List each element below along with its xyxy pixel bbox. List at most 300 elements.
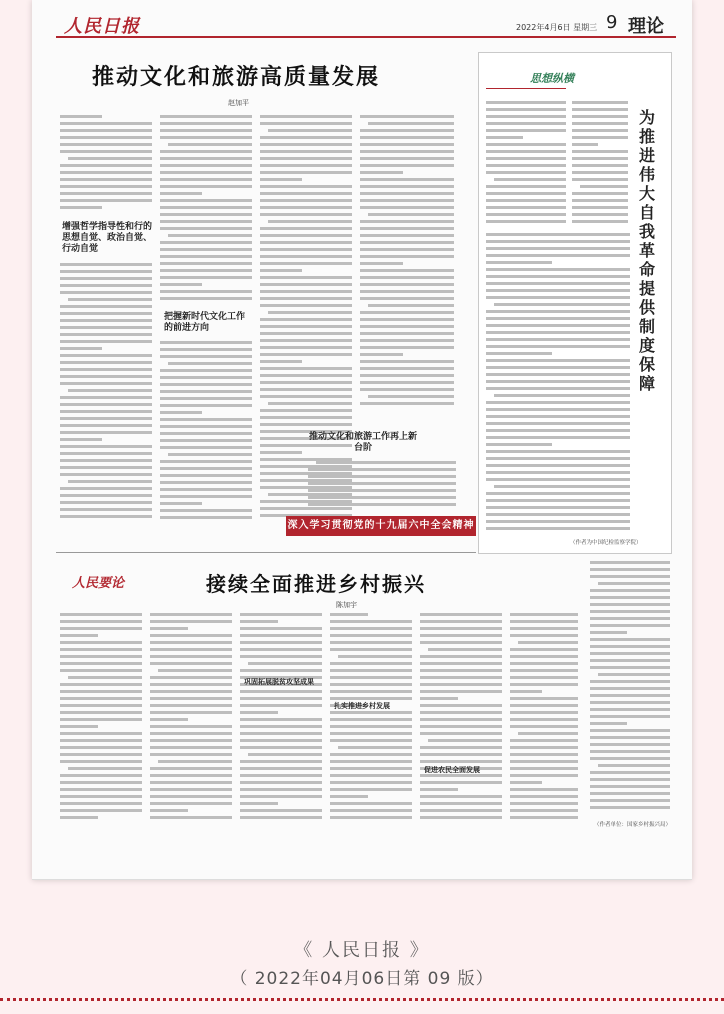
text-line (590, 686, 672, 693)
text-line (160, 121, 254, 128)
text-line (486, 470, 632, 477)
text-line (60, 346, 154, 353)
text-line (486, 163, 568, 170)
text-line (240, 773, 324, 780)
text-line (240, 794, 324, 801)
text-line (240, 780, 324, 787)
text-line (260, 275, 354, 282)
text-line (486, 400, 632, 407)
text-line (572, 114, 630, 121)
text-line (486, 114, 568, 121)
text-line (510, 689, 580, 696)
text-line (160, 240, 254, 247)
text-line (572, 219, 630, 226)
text-line (60, 640, 144, 647)
text-line (60, 121, 154, 128)
text-line (160, 296, 254, 303)
text-line (60, 191, 154, 198)
text-line (330, 682, 414, 689)
text-line (60, 269, 154, 276)
text-line (486, 477, 632, 484)
text-line (160, 170, 254, 177)
text-line (60, 156, 154, 163)
text-line (160, 156, 254, 163)
text-line (240, 640, 324, 647)
text-line (486, 274, 632, 281)
text-line (360, 114, 456, 121)
text-line (486, 198, 568, 205)
text-line (330, 619, 414, 626)
article1-byline: 赵加平 (228, 99, 249, 107)
text-line (150, 794, 234, 801)
text-line (360, 247, 456, 254)
text-line (486, 191, 568, 198)
text-line (486, 107, 568, 114)
text-line (60, 142, 154, 149)
text-line (260, 268, 354, 275)
text-line (260, 331, 354, 338)
text-line (330, 773, 414, 780)
text-line (486, 344, 632, 351)
text-line (60, 507, 154, 514)
text-line (330, 675, 414, 682)
text-line (510, 654, 580, 661)
text-line (360, 359, 456, 366)
text-line (60, 675, 144, 682)
article2-source: （作者单位：国家乡村振兴局） (594, 822, 672, 828)
text-line (150, 675, 234, 682)
text-line (60, 409, 154, 416)
text-line (360, 366, 456, 373)
text-line (60, 444, 154, 451)
text-line (420, 640, 504, 647)
text-line (510, 612, 580, 619)
text-line (240, 808, 324, 815)
text-line (60, 703, 144, 710)
text-line (240, 689, 324, 696)
text-line (240, 766, 324, 773)
text-line (160, 501, 254, 508)
masthead-date: 2022年4月6日 星期三 (516, 23, 598, 32)
article2-col5-text (420, 612, 504, 828)
text-line (240, 759, 324, 766)
text-line (60, 661, 144, 668)
text-line (572, 212, 630, 219)
text-line (486, 491, 632, 498)
text-line (60, 794, 144, 801)
text-line (510, 626, 580, 633)
text-line (260, 303, 354, 310)
text-line (486, 128, 568, 135)
text-line (360, 212, 456, 219)
text-line (510, 731, 580, 738)
text-line (486, 100, 568, 107)
text-line (486, 281, 632, 288)
text-line (160, 459, 254, 466)
text-line (260, 324, 354, 331)
text-line (150, 647, 234, 654)
text-line (590, 728, 672, 735)
text-line (240, 633, 324, 640)
text-line (360, 387, 456, 394)
text-line (260, 142, 354, 149)
text-line (60, 689, 144, 696)
text-line (240, 661, 324, 668)
text-line (260, 394, 354, 401)
text-line (486, 456, 632, 463)
text-line (486, 498, 632, 505)
column-text-top (572, 100, 630, 226)
text-line (60, 808, 144, 815)
text-line (590, 567, 672, 574)
text-line (260, 121, 354, 128)
text-line (572, 121, 630, 128)
text-line (60, 745, 144, 752)
text-line (150, 766, 234, 773)
text-line (510, 724, 580, 731)
page-number: 9 (606, 12, 618, 33)
text-line (590, 784, 672, 791)
text-line (160, 340, 254, 347)
text-line (510, 647, 580, 654)
text-line (590, 560, 672, 567)
column-source: （作者为中国纪检监察学院） (570, 540, 642, 546)
text-line (510, 808, 580, 815)
text-line (60, 388, 154, 395)
text-line (240, 619, 324, 626)
text-line (590, 581, 672, 588)
text-line (572, 191, 630, 198)
text-line (60, 430, 154, 437)
text-line (240, 717, 324, 724)
text-line (260, 317, 354, 324)
text-line (330, 654, 414, 661)
text-line (308, 495, 458, 502)
footer-publication: 《 人民日报 》 (294, 940, 430, 961)
text-line (260, 338, 354, 345)
text-line (60, 311, 154, 318)
text-line (486, 365, 632, 372)
text-line (260, 226, 354, 233)
text-line (160, 191, 254, 198)
article1-col1-text (60, 114, 154, 214)
text-line (486, 142, 568, 149)
text-line (60, 766, 144, 773)
text-line (360, 149, 456, 156)
text-line (590, 644, 672, 651)
text-line (510, 668, 580, 675)
text-line (510, 682, 580, 689)
text-line (160, 247, 254, 254)
text-line (590, 693, 672, 700)
text-line (260, 310, 354, 317)
text-line (360, 240, 456, 247)
text-line (60, 360, 154, 367)
article2-byline: 陈加宇 (336, 601, 357, 609)
text-line (360, 198, 456, 205)
text-line (510, 661, 580, 668)
text-line (486, 288, 632, 295)
text-line (160, 205, 254, 212)
text-line (60, 290, 154, 297)
text-line (60, 416, 154, 423)
text-line (360, 184, 456, 191)
article2-title: 接续全面推进乡村振兴 (206, 572, 426, 596)
text-line (240, 787, 324, 794)
text-line (160, 417, 254, 424)
text-line (330, 689, 414, 696)
text-line (486, 372, 632, 379)
text-line (590, 791, 672, 798)
text-line (60, 184, 154, 191)
text-line (486, 421, 632, 428)
text-line (510, 619, 580, 626)
text-line (572, 205, 630, 212)
text-line (360, 310, 456, 317)
text-line (360, 338, 456, 345)
text-line (330, 738, 414, 745)
text-line (60, 170, 154, 177)
text-line (150, 640, 234, 647)
text-line (60, 500, 154, 507)
text-line (590, 609, 672, 616)
article2-col4-text (330, 612, 414, 828)
text-line (360, 135, 456, 142)
text-line (420, 815, 504, 822)
text-line (486, 512, 632, 519)
text-line (150, 780, 234, 787)
text-line (60, 332, 154, 339)
text-line (590, 714, 672, 721)
text-line (510, 815, 580, 822)
text-line (160, 261, 254, 268)
text-line (60, 486, 154, 493)
text-line (590, 735, 672, 742)
text-line (330, 780, 414, 787)
text-line (150, 752, 234, 759)
article1-col1-text-b (60, 262, 154, 522)
text-line (60, 402, 154, 409)
text-line (60, 682, 144, 689)
text-line (60, 710, 144, 717)
text-line (260, 296, 354, 303)
article2-subhead-3: 促进农民全面发展 (424, 765, 480, 774)
text-line (486, 442, 632, 449)
text-line (160, 163, 254, 170)
text-line (150, 724, 234, 731)
text-line (486, 337, 632, 344)
text-line (60, 773, 144, 780)
text-line (420, 717, 504, 724)
text-line (150, 703, 234, 710)
text-line (330, 801, 414, 808)
text-line (330, 752, 414, 759)
text-line (160, 424, 254, 431)
masthead-logo: 人民日报 (64, 16, 140, 37)
text-line (260, 408, 354, 415)
text-line (360, 352, 456, 359)
text-line (360, 303, 456, 310)
text-line (260, 177, 354, 184)
text-line (160, 480, 254, 487)
article1-banner: 深入学习贯彻党的十九届六中全会精神 (286, 516, 476, 536)
footer-edition: （ 2022年04月06日第 09 版） (230, 969, 494, 989)
text-line (330, 808, 414, 815)
text-line (260, 282, 354, 289)
text-line (60, 318, 154, 325)
text-line (486, 239, 632, 246)
text-line (590, 756, 672, 763)
text-line (486, 330, 632, 337)
text-line (160, 361, 254, 368)
text-line (486, 121, 568, 128)
text-line (160, 268, 254, 275)
text-line (510, 703, 580, 710)
text-line (486, 219, 568, 226)
text-line (510, 675, 580, 682)
text-line (360, 128, 456, 135)
text-line (240, 612, 324, 619)
text-line (486, 351, 632, 358)
text-line (330, 766, 414, 773)
text-line (360, 191, 456, 198)
text-line (60, 177, 154, 184)
text-line (360, 373, 456, 380)
text-line (60, 198, 154, 205)
text-line (60, 381, 154, 388)
text-line (160, 184, 254, 191)
text-line (590, 798, 672, 805)
text-line (60, 612, 144, 619)
text-line (60, 451, 154, 458)
text-line (260, 219, 354, 226)
text-line (590, 672, 672, 679)
text-line (160, 494, 254, 501)
text-line (486, 428, 632, 435)
text-line (60, 465, 154, 472)
text-line (330, 745, 414, 752)
text-line (260, 205, 354, 212)
text-line (510, 633, 580, 640)
text-line (330, 724, 414, 731)
text-line (330, 759, 414, 766)
text-line (486, 484, 632, 491)
column-tag: 思想纵横 (530, 72, 574, 85)
article2-col1-text (60, 612, 144, 828)
text-line (486, 212, 568, 219)
text-line (486, 156, 568, 163)
text-line (60, 801, 144, 808)
text-line (420, 738, 504, 745)
text-line (160, 487, 254, 494)
text-line (590, 805, 672, 812)
text-line (60, 514, 154, 521)
text-line (590, 749, 672, 756)
text-line (360, 233, 456, 240)
article1-col2-text (160, 114, 254, 304)
text-line (160, 282, 254, 289)
text-line (60, 780, 144, 787)
text-line (160, 142, 254, 149)
text-line (510, 759, 580, 766)
text-line (486, 386, 632, 393)
text-line (330, 647, 414, 654)
text-line (510, 710, 580, 717)
text-line (160, 382, 254, 389)
text-line (150, 815, 234, 822)
text-line (590, 602, 672, 609)
text-line (572, 184, 630, 191)
text-line (420, 633, 504, 640)
text-line (60, 479, 154, 486)
text-line (486, 232, 632, 239)
text-line (160, 114, 254, 121)
text-line (420, 668, 504, 675)
text-line (486, 295, 632, 302)
text-line (330, 787, 414, 794)
text-line (590, 665, 672, 672)
text-line (60, 654, 144, 661)
article2-col3-text (240, 612, 324, 828)
text-line (160, 403, 254, 410)
text-line (150, 801, 234, 808)
text-line (420, 801, 504, 808)
text-line (60, 738, 144, 745)
text-line (360, 261, 456, 268)
text-line (260, 233, 354, 240)
text-line (486, 205, 568, 212)
text-line (486, 393, 632, 400)
text-line (420, 647, 504, 654)
column-text-body (486, 232, 632, 536)
text-line (260, 128, 354, 135)
text-line (60, 163, 154, 170)
text-line (60, 149, 154, 156)
text-line (360, 268, 456, 275)
text-line (486, 519, 632, 526)
text-line (60, 423, 154, 430)
text-line (60, 325, 154, 332)
text-line (160, 389, 254, 396)
article1-col4-text (360, 114, 456, 414)
text-line (420, 780, 504, 787)
text-line (260, 345, 354, 352)
article1-subhead-2: 把握新时代文化工作的前进方向 (164, 312, 246, 333)
text-line (240, 731, 324, 738)
text-line (590, 742, 672, 749)
text-line (510, 787, 580, 794)
text-line (486, 260, 632, 267)
text-line (60, 374, 154, 381)
text-line (260, 401, 354, 408)
text-line (590, 595, 672, 602)
text-line (360, 345, 456, 352)
text-line (160, 452, 254, 459)
text-line (486, 309, 632, 316)
article2-tag: 人民要论 (72, 576, 125, 591)
text-line (60, 493, 154, 500)
text-line (160, 128, 254, 135)
masthead (56, 8, 676, 38)
text-line (60, 395, 154, 402)
text-line (240, 815, 324, 822)
text-line (150, 612, 234, 619)
text-line (420, 808, 504, 815)
text-line (572, 170, 630, 177)
text-line (486, 358, 632, 365)
text-line (150, 717, 234, 724)
text-line (510, 738, 580, 745)
